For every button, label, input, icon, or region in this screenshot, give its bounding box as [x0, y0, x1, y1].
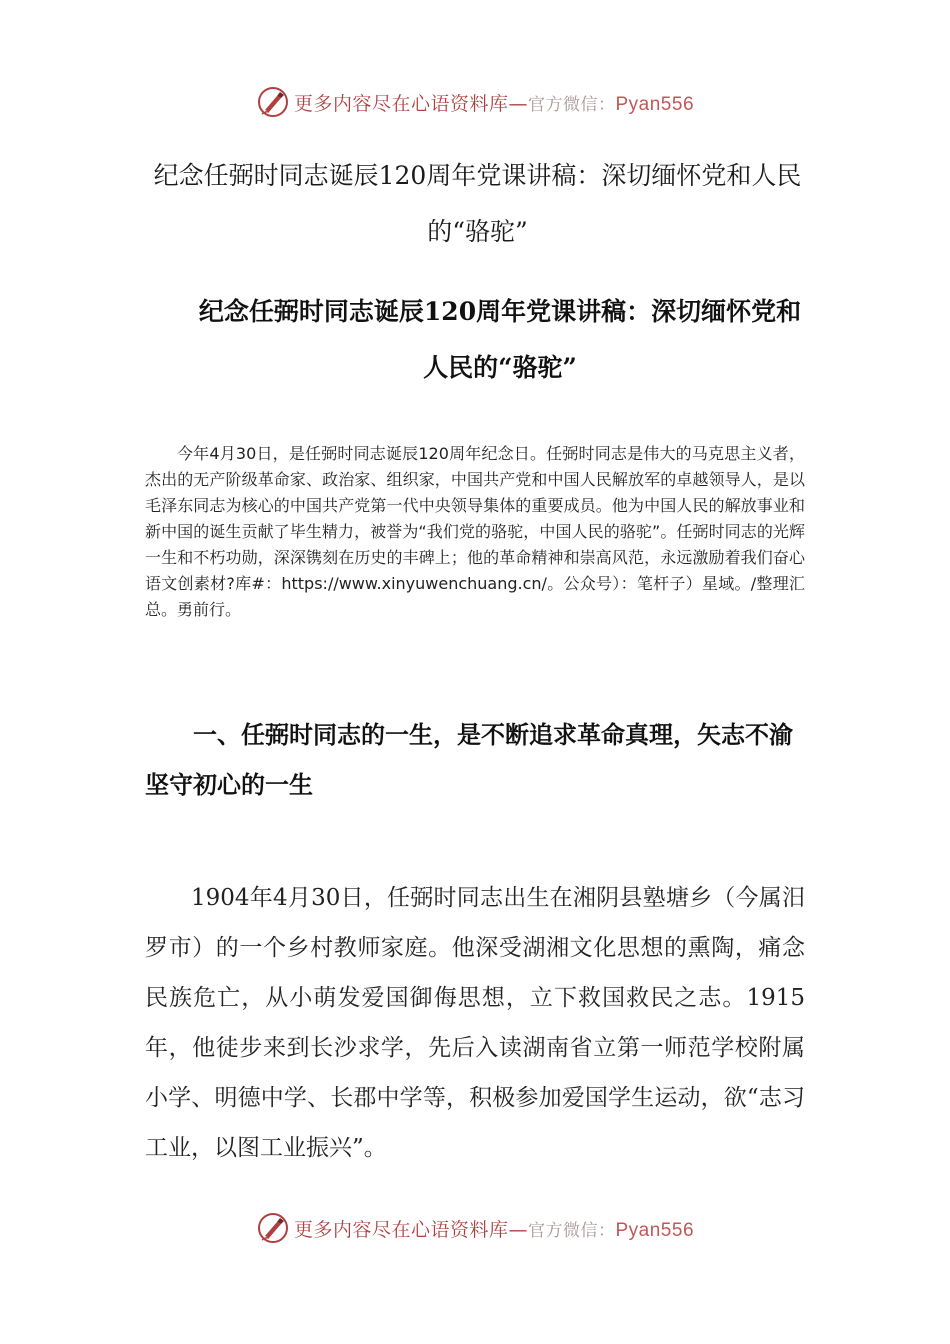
- banner-text: [294, 89, 694, 116]
- banner-separator: —: [508, 92, 528, 115]
- banner-handle: Pyan556: [615, 93, 695, 115]
- document-subtitle-line2: 人民的“骆驼”: [423, 353, 577, 382]
- banner-wechat-label: 官方微信：: [528, 94, 616, 115]
- document-title-line2: 的“骆驼”: [427, 217, 528, 246]
- document-subtitle: [185, 284, 815, 396]
- document-title-line1: 纪念任弼时同志诞辰120周年党课讲稿：深切缅怀党和人民: [153, 161, 802, 190]
- intro-paragraph: 今年4月30日，是任弼时同志诞辰120周年纪念日。任弼时同志是伟大的马克思主义者，杰出的无产阶级革命家、政治家、组织家，中国共产党和中国人民解放军的卓越领导人，是以毛泽东同志为核心的中国共产党第一代中央领导集体的重要成员。他为中国人民的解放事业和新中国的诞生贡献了毕生精力，被誉为“我们党的骆驼，中国人民的骆驼”。任弼时同志的光辉一生和不朽功勋，深深镌刻在历史的丰碑上；他的革命精神和崇高风范，永远激励着我们奋心语文创素材?库#：https://www.xinyuwenchuang.cn/。公众号）：笔杆子）星域。/整理汇总。勇前行。: [145, 444, 805, 619]
- footer-banner: [0, 1210, 950, 1246]
- pen-nib-logo-icon: [256, 85, 290, 119]
- banner-brand: 更多内容尽在心语资料库: [293, 1218, 509, 1241]
- banner-handle: Pyan556: [615, 1219, 695, 1241]
- header-banner: [0, 84, 950, 120]
- document-title: [145, 148, 810, 260]
- document-subtitle-line1: 纪念任弼时同志诞辰120周年党课讲稿：深切缅怀党和: [198, 297, 802, 326]
- banner-text: [294, 1215, 694, 1242]
- banner-brand: 更多内容尽在心语资料库: [293, 92, 509, 115]
- section1-heading: 一、任弼时同志的一生，是不断追求革命真理，矢志不渝坚守初心的一生: [145, 721, 793, 799]
- pen-nib-logo-icon: [256, 1211, 290, 1245]
- section1-paragraph: 1904年4月30日，任弼时同志出生在湘阴县塾塘乡（今属汨罗市）的一个乡村教师家庭。他深受湖湘文化思想的熏陶，痛念民族危亡，从小萌发爱国御侮思想，立下救国救民之志。1915年，他徒步来到长沙求学，先后入读湖南省立第一师范学校附属小学、明德中学、长郡中学等，积极参加爱国学生运动，欲“志习工业，以图工业振兴”。: [145, 885, 805, 1161]
- banner-wechat-label: 官方微信：: [528, 1220, 616, 1241]
- banner-separator: —: [508, 1218, 528, 1241]
